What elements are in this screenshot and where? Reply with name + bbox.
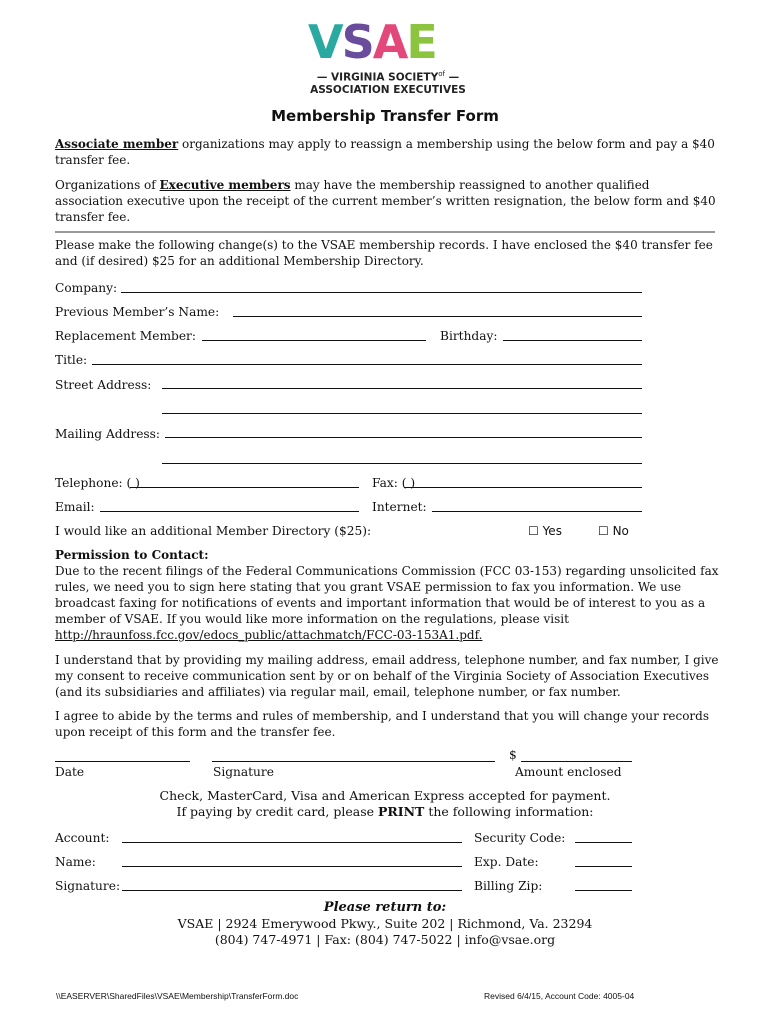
internet-field[interactable] xyxy=(432,511,642,512)
fax-label xyxy=(372,475,415,491)
payment-accepted: Check, MasterCard, Visa and American Express accepted for payment. xyxy=(159,788,611,803)
page-title: Membership Transfer Form xyxy=(271,107,499,125)
executive-term: Executive members xyxy=(159,178,291,192)
fcc-regulations-link[interactable]: http://hraunfoss.fcc.gov/edocs_public/attachmatch/FCC-03-153A1.pdf. xyxy=(55,628,483,642)
print-instruction-pre: If paying by credit card, please xyxy=(176,804,378,819)
logo-line1: VIRGINIA SOCIETY xyxy=(331,71,439,84)
consent-paragraph: I understand that by providing my mailing address, email address, telephone number, and fax number, I give my consent to receive communication sent by or on behalf of the Virginia Society of Association Executives (and its subsidiaries and affiliates) via regular mail, email, telephone number, or fax number. xyxy=(55,653,719,699)
permission-heading: Permission to Contact: xyxy=(55,548,209,562)
logo-letter-v: V xyxy=(308,15,342,69)
payment-print-instruction xyxy=(0,804,770,820)
name-field[interactable] xyxy=(122,866,462,867)
permission-body xyxy=(55,563,720,643)
email-label: Email: xyxy=(55,500,95,514)
footer-file-path: \\EASERVER\SharedFiles\VSAE\Membership\TransferForm.doc xyxy=(56,991,299,1001)
street-address-field[interactable] xyxy=(162,388,642,389)
date-label: Date xyxy=(55,765,85,779)
billing-zip-field[interactable] xyxy=(575,890,632,891)
footer-revised: Revised 6/4/15, Account Code: 4005-04 xyxy=(484,991,635,1001)
signature-field[interactable] xyxy=(212,761,495,762)
logo-letter-s: S xyxy=(341,15,373,69)
title-label: Title: xyxy=(55,353,88,367)
exp-date-label: Exp. Date: xyxy=(474,855,539,869)
logo-subtitle: — VIRGINIA $SOCIETY^{of}$ — ASSOCIATION EXECUTIVES xyxy=(308,68,468,96)
agree-paragraph: I agree to abide by the terms and rules of membership, and I understand that you will change your records upon receipt of this form and the transfer fee. xyxy=(55,709,710,739)
street-address-field-2[interactable] xyxy=(162,413,642,414)
birthday-field[interactable] xyxy=(503,340,642,341)
street-address-label: Street Address: xyxy=(55,378,152,392)
directory-question: I would like an additional Member Directory ($25): xyxy=(55,524,372,538)
billing-zip-label: Billing Zip: xyxy=(474,879,543,893)
company-label: Company: xyxy=(55,281,118,295)
title-field[interactable] xyxy=(92,364,642,365)
print-instruction-post: the following information: xyxy=(424,804,594,819)
replacement-member-field[interactable] xyxy=(202,340,426,341)
fax-field[interactable] xyxy=(404,487,642,488)
name-label: Name: xyxy=(55,855,96,869)
return-address: VSAE | 2924 Emerywood Pkwy., Suite 202 | Richmond, Va. 23294 xyxy=(177,916,593,931)
divider xyxy=(55,231,715,233)
associate-text: organizations may apply to reassign a membership using the below form and pay a $40 transfer fee. xyxy=(55,137,715,167)
card-signature-field[interactable] xyxy=(122,890,462,891)
return-contact: (804) 747-4971 | Fax: (804) 747-5022 | info@vsae.org xyxy=(214,932,556,947)
account-label: Account: xyxy=(55,831,110,845)
replacement-member-label: Replacement Member: xyxy=(55,329,196,343)
request-paragraph: Please make the following change(s) to the VSAE membership records. I have enclosed the $40 transfer fee and (if desired) $25 for an additional Membership Directory. xyxy=(55,238,713,268)
logo-letter-e: E xyxy=(406,15,436,69)
directory-no-checkbox[interactable]: ☐ No xyxy=(598,524,629,538)
telephone-label xyxy=(55,475,140,491)
card-signature-label: Signature: xyxy=(55,879,121,893)
print-instruction-bold: PRINT xyxy=(378,804,425,819)
signature-label: Signature xyxy=(213,765,274,779)
internet-label: Internet: xyxy=(372,500,427,514)
permission-text: Due to the recent filings of the Federal Communications Commission (FCC 03-153) regarding unsolicited fax rules, we need you to sign here stating that you grant VSAE permission to fax you information. We use broadcast faxing for notifications of events and important information that would be of interest to you as a member of VSAE. If you would like more information on the regulations, please visit xyxy=(55,564,719,626)
mailing-address-label: Mailing Address: xyxy=(55,427,161,441)
telephone-field[interactable] xyxy=(130,487,359,488)
executive-prefix: Organizations of xyxy=(55,178,160,192)
logo-letter-a: A xyxy=(372,15,407,69)
previous-member-field[interactable] xyxy=(233,316,642,317)
vsae-logo xyxy=(308,15,468,98)
fax-area-code: ( ) xyxy=(401,476,416,490)
date-field[interactable] xyxy=(55,761,190,762)
executive-paragraph xyxy=(55,177,720,225)
executive-text: may have the membership reassigned to another qualified association executive upon the receipt of the current member’s written resignation, the below form and $40 transfer fee. xyxy=(55,178,716,224)
amount-label: Amount enclosed xyxy=(515,765,622,779)
account-field[interactable] xyxy=(122,842,462,843)
associate-paragraph xyxy=(55,136,720,168)
mailing-address-field[interactable] xyxy=(165,437,642,438)
telephone-label-text: Telephone: xyxy=(55,476,123,490)
return-heading: Please return to: xyxy=(323,900,447,915)
directory-yes-checkbox[interactable]: ☐ Yes xyxy=(528,524,562,538)
mailing-address-field-2[interactable] xyxy=(162,463,642,464)
email-field[interactable] xyxy=(100,511,359,512)
security-code-label: Security Code: xyxy=(474,831,566,845)
logo-line2: ASSOCIATION EXECUTIVES xyxy=(310,83,466,96)
fax-label-text: Fax: xyxy=(372,476,398,490)
logo-of: of xyxy=(438,70,445,78)
dollar-sign: $ xyxy=(509,748,517,762)
company-field[interactable] xyxy=(121,292,642,293)
amount-field[interactable] xyxy=(521,761,632,762)
telephone-area-code: ( ) xyxy=(126,476,140,490)
logo-letters xyxy=(308,15,468,69)
exp-date-field[interactable] xyxy=(575,866,632,867)
security-code-field[interactable] xyxy=(575,842,632,843)
birthday-label: Birthday: xyxy=(440,329,498,343)
associate-term: Associate member xyxy=(55,137,179,151)
previous-member-label: Previous Member’s Name: xyxy=(55,305,220,319)
